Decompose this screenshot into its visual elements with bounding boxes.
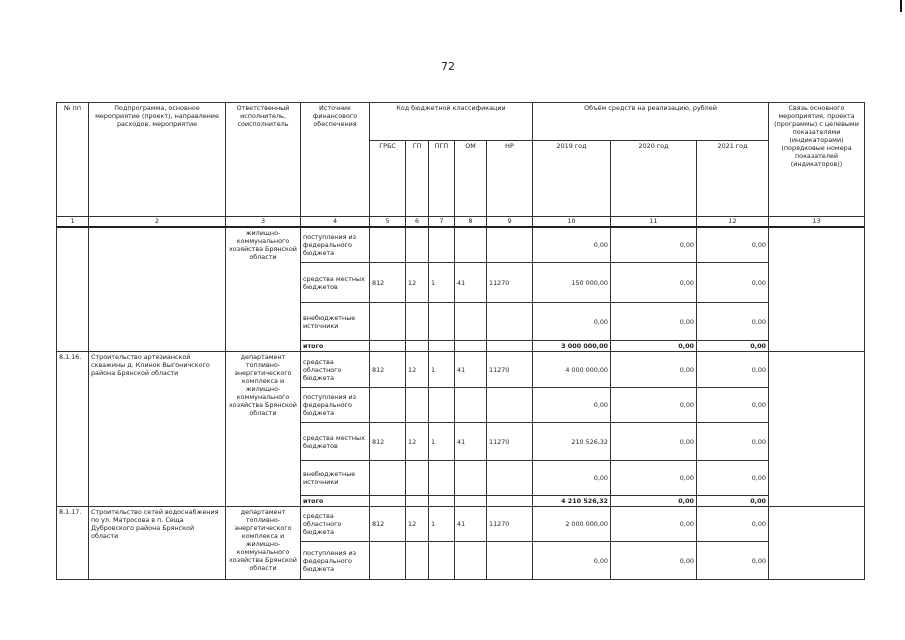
code-om: [455, 388, 487, 423]
code-gp: 12: [406, 507, 429, 542]
total-2020: 0,00: [611, 341, 697, 352]
code-grbs: 812: [370, 507, 406, 542]
code-np: [487, 303, 533, 341]
total-label: итого: [301, 341, 370, 352]
table-row: [57, 227, 865, 263]
column-number: 4: [301, 217, 370, 227]
code-pgp: [429, 227, 455, 263]
amount-2020: 0,00: [611, 388, 697, 423]
code-pgp: [429, 542, 455, 580]
header-om: ОМ: [455, 141, 487, 217]
measure-name: Строительство сетей водоснабжения по ул. Матросова в п. Сеща Дубровского района Брянской области: [89, 507, 226, 580]
code-np: [487, 542, 533, 580]
code-gp: [406, 461, 429, 496]
code-om: [455, 227, 487, 263]
code-grbs: 812: [370, 263, 406, 303]
funding-source: средства областного бюджета: [301, 352, 370, 388]
amount-2019: 2 000 000,00: [533, 507, 611, 542]
total-2021: 0,00: [697, 496, 769, 507]
amount-2020: 0,00: [611, 542, 697, 580]
code-gp: [406, 388, 429, 423]
funding-source: поступления из федерального бюджета: [301, 542, 370, 580]
code-np: [487, 461, 533, 496]
code-om: 41: [455, 263, 487, 303]
column-number: 1: [57, 217, 89, 227]
header-np: НР: [487, 141, 533, 217]
edge-mark: [900, 0, 902, 12]
total-2019: 3 000 000,00: [533, 341, 611, 352]
row-number: [57, 227, 89, 352]
amount-2019: 0,00: [533, 227, 611, 263]
amount-2021: 0,00: [697, 423, 769, 461]
responsible-executor: департамент топливно-энергетического комплекса и жилищно-коммунального хозяйства Брянской области: [226, 352, 301, 507]
table-row: [57, 507, 865, 542]
header-volume: Объём средств на реализацию, рублей: [533, 103, 769, 141]
amount-2020: 0,00: [611, 263, 697, 303]
amount-2020: 0,00: [611, 461, 697, 496]
funding-source: поступления из федерального бюджета: [301, 388, 370, 423]
amount-2021: 0,00: [697, 227, 769, 263]
header-no: № пп: [57, 103, 89, 217]
indicator-link: [769, 227, 865, 352]
responsible-executor: жилищно-коммунального хозяйства Брянской области: [226, 227, 301, 352]
code-om: 41: [455, 352, 487, 388]
code-gp: 12: [406, 263, 429, 303]
code-grbs: [370, 227, 406, 263]
row-number: 8.1.16.: [57, 352, 89, 507]
amount-2021: 0,00: [697, 507, 769, 542]
measure-name: [89, 227, 226, 352]
code-gp: [406, 303, 429, 341]
amount-2019: 0,00: [533, 303, 611, 341]
header-gp: ГП: [406, 141, 429, 217]
row-number: 8.1.17.: [57, 507, 89, 580]
amount-2021: 0,00: [697, 303, 769, 341]
code-grbs: 812: [370, 423, 406, 461]
amount-2019: 0,00: [533, 542, 611, 580]
code-gp: [406, 542, 429, 580]
amount-2020: 0,00: [611, 352, 697, 388]
amount-2019: 0,00: [533, 461, 611, 496]
responsible-executor: департамент топливно-энергетического комплекса и жилищно-коммунального хозяйства Брянской области: [226, 507, 301, 580]
indicator-link: [769, 507, 865, 580]
header-grbs: ГРБС: [370, 141, 406, 217]
code-om: [455, 303, 487, 341]
total-2021: 0,00: [697, 341, 769, 352]
code-pgp: 1: [429, 507, 455, 542]
code-om: 41: [455, 423, 487, 461]
code-pgp: 1: [429, 263, 455, 303]
column-number: 6: [406, 217, 429, 227]
code-gp: [406, 227, 429, 263]
code-pgp: [429, 388, 455, 423]
code-om: [455, 542, 487, 580]
code-om: [455, 461, 487, 496]
column-number: 7: [429, 217, 455, 227]
measure-name: Строительство артезианской скважины д. Клинок Выгоничского района Брянской области: [89, 352, 226, 507]
code-grbs: [370, 542, 406, 580]
column-number: 2: [89, 217, 226, 227]
header-pgp: ПГП: [429, 141, 455, 217]
code-gp: 12: [406, 352, 429, 388]
funding-source: средства областного бюджета: [301, 507, 370, 542]
code-pgp: 1: [429, 423, 455, 461]
header-2019: 2019 год: [533, 141, 611, 217]
header-budget-code: Код бюджетной классификации: [370, 103, 533, 141]
code-pgp: 1: [429, 352, 455, 388]
code-np: 11270: [487, 423, 533, 461]
amount-2021: 0,00: [697, 542, 769, 580]
code-np: 11270: [487, 352, 533, 388]
code-np: [487, 388, 533, 423]
code-np: [487, 227, 533, 263]
header-link: Связь основного мероприятия, проекта (программы) с целевыми показателями (индикаторами) (порядковые номера показателей (индикаторов)): [769, 103, 865, 217]
amount-2019: 4 000 000,00: [533, 352, 611, 388]
code-np: 11270: [487, 507, 533, 542]
amount-2021: 0,00: [697, 461, 769, 496]
amount-2021: 0,00: [697, 263, 769, 303]
code-pgp: [429, 461, 455, 496]
code-grbs: 812: [370, 352, 406, 388]
amount-2020: 0,00: [611, 227, 697, 263]
code-grbs: [370, 388, 406, 423]
column-number-row: [57, 217, 865, 227]
column-number: 5: [370, 217, 406, 227]
code-pgp: [429, 303, 455, 341]
column-number: 11: [611, 217, 697, 227]
total-2019: 4 210 526,32: [533, 496, 611, 507]
amount-2020: 0,00: [611, 507, 697, 542]
amount-2019: 0,00: [533, 388, 611, 423]
budget-table: [56, 102, 865, 580]
amount-2021: 0,00: [697, 388, 769, 423]
header-2021: 2021 год: [697, 141, 769, 217]
indicator-link: [769, 352, 865, 507]
column-number: 9: [487, 217, 533, 227]
total-2020: 0,00: [611, 496, 697, 507]
column-number: 13: [769, 217, 865, 227]
header-source: Источник финансового обеспечения: [301, 103, 370, 217]
amount-2021: 0,00: [697, 352, 769, 388]
column-number: 10: [533, 217, 611, 227]
code-grbs: [370, 461, 406, 496]
funding-source: поступления из федерального бюджета: [301, 227, 370, 263]
funding-source: внебюджетные источники: [301, 303, 370, 341]
code-np: 11270: [487, 263, 533, 303]
funding-source: средства местных бюджетов: [301, 423, 370, 461]
code-grbs: [370, 303, 406, 341]
funding-source: внебюджетные источники: [301, 461, 370, 496]
header-2020: 2020 год: [611, 141, 697, 217]
funding-source: средства местных бюджетов: [301, 263, 370, 303]
amount-2019: 210 526,32: [533, 423, 611, 461]
page-number: 72: [441, 60, 455, 73]
table-row: [57, 352, 865, 388]
header-subprogram: Подпрограмма, основное мероприятие (проект), направление расходов, мероприятие: [89, 103, 226, 217]
amount-2020: 0,00: [611, 423, 697, 461]
total-label: итого: [301, 496, 370, 507]
column-number: 8: [455, 217, 487, 227]
header-responsible: Ответственный исполнитель, соисполнитель: [226, 103, 301, 217]
code-gp: 12: [406, 423, 429, 461]
amount-2019: 150 000,00: [533, 263, 611, 303]
code-om: 41: [455, 507, 487, 542]
column-number: 3: [226, 217, 301, 227]
amount-2020: 0,00: [611, 303, 697, 341]
column-number: 12: [697, 217, 769, 227]
